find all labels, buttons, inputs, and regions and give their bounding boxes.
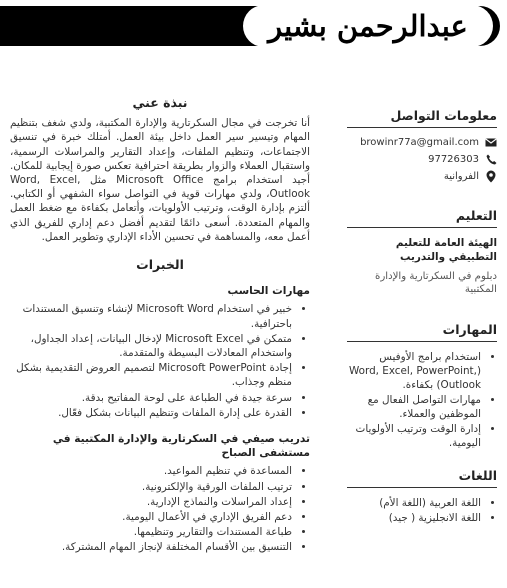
contact-phone — [347, 153, 497, 165]
experience-group-title: تدريب صيفي في السكرتارية والإدارة المكتبية في مستشفى الصباح — [52, 433, 310, 460]
list-item: • اللغة الانجليزية ( جيد) — [347, 511, 481, 525]
languages-title: اللغات — [347, 468, 497, 488]
list-item: • سرعة جيدة في الطباعة على لوحة المفاتيح بدقة. — [10, 391, 292, 405]
about-text: أنا تخرجت في مجال السكرتارية والإدارة المكتبية، ولدي شغف بتنظيم المهام وتيسير سير العمل داخل بيئة العمل. أمتلك خبرة في تنسيق الاجتماعات، وتنظيم الملفات، وإعداد التقارير والمراسلات الرسمية، واستقبال العملاء والزوار بطريقة احترافية تعكس صورة إيجابية للمكان. أجيد استخدام برامج Microsoft Office مثل Word, Excel, Outlook، ولدي مهارات قوية في التواصل سواء الشفهي أو الكتابي. ألتزم بإدارة الوقت، وترتيب الأولويات، وأتعامل بكفاءة مع ضغط العمل والمهام المتعددة. أسعى دائمًا لتقديم أفضل دعم إداري للفريق الذي أعمل معه، والمساهمة في تحسين الأداء الإداري وتطوير العمل. — [9, 117, 310, 243]
contact-list — [347, 136, 497, 182]
education-institution: الهيئة العامة للتعليم التطبيقي والتدريب — [395, 237, 497, 263]
list-item: • ترتيب الملفات الورقية والإلكترونية. — [10, 480, 292, 494]
list-item: • استخدام برامج الأوفيس (Word, Excel, PowerPoint, Outlook) بكفاءة. — [347, 350, 481, 392]
education-section — [347, 208, 497, 296]
education-degree: دبلوم في السكرتارية والإدارة المكتبية — [374, 271, 497, 295]
list-item: • إعداد المراسلات والنماذج الإدارية. — [10, 495, 292, 509]
list-item: • طباعة المستندات والتقارير وتنظيمها. — [10, 525, 292, 539]
location-text: الفروانية — [443, 170, 479, 182]
list-item: • دعم الفريق الإداري في الأعمال اليومية. — [10, 510, 292, 524]
contact-section — [347, 108, 497, 182]
location-pin-icon — [485, 170, 497, 182]
education-title: التعليم — [347, 208, 497, 228]
email-text[interactable]: browinr77a@gmail.com — [360, 136, 479, 148]
skills-list — [347, 350, 497, 450]
person-name: عبدالرحمن بشير — [243, 5, 493, 47]
envelope-icon — [485, 136, 497, 148]
contact-title: معلومات التواصل — [347, 108, 497, 128]
computer-skills-list — [10, 302, 310, 420]
sidebar — [347, 96, 497, 526]
list-item: • اللغة العربية (اللغة الأم) — [347, 496, 481, 510]
experience-title: الخبرات — [136, 257, 184, 273]
phone-text[interactable]: 97726303 — [428, 153, 479, 165]
list-item: • مهارات التواصل الفعال مع الموظفين والعملاء. — [347, 393, 481, 421]
internship-list — [10, 464, 310, 554]
list-item: • القدرة على إدارة الملفات وتنظيم البيانات بشكل فعّال. — [10, 406, 292, 420]
list-item: • متمكن في Microsoft Excel لإدخال البيانات، إعداد الجداول، واستخدام المعادلات البسيطة والمتقدمة. — [10, 332, 292, 360]
languages-list — [347, 496, 497, 525]
skills-section — [347, 322, 497, 450]
list-item: • التنسيق بين الأقسام المختلفة لإنجاز المهام المشتركة. — [10, 540, 292, 554]
languages-section — [347, 468, 497, 525]
phone-icon — [485, 153, 497, 165]
experience-group-title: مهارات الحاسب — [227, 285, 310, 298]
about-title: نبذة عني — [132, 95, 188, 110]
list-item: • خبير في استخدام Microsoft Word لإنشاء وتنسيق المستندات باحترافية. — [10, 302, 292, 330]
skills-title: المهارات — [347, 322, 497, 342]
list-item: • المساعدة في تنظيم المواعيد. — [10, 464, 292, 478]
list-item: • إجادة Microsoft PowerPoint لتصميم العروض التقديمية بشكل منظم وجذاب. — [10, 361, 292, 389]
contact-location — [347, 170, 497, 182]
list-item: • إدارة الوقت وترتيب الأولويات اليومية. — [347, 422, 481, 450]
contact-email — [347, 136, 497, 148]
main-column — [10, 96, 310, 556]
